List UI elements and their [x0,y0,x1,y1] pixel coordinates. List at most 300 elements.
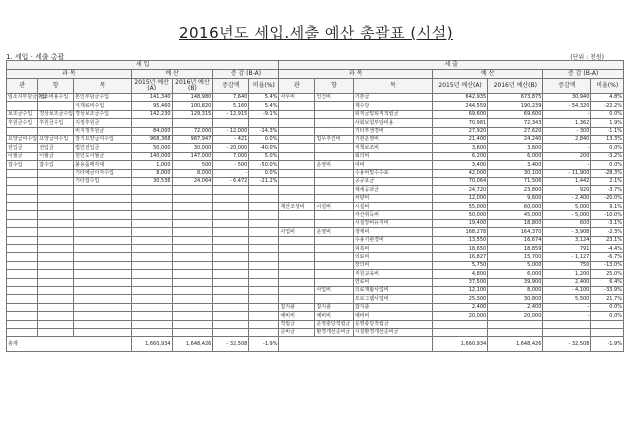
table-row [7,194,624,202]
rev-diff-amount-cell: - [213,169,249,177]
exp-diff-ratio-cell: 0.0% [591,161,624,169]
exp-diff-ratio-cell: -22.2% [591,102,624,110]
exp-gwan-cell [279,270,315,278]
exp-budget-2015-cell: 50,000 [433,211,488,219]
rev-mok-cell: 식재료비수입 [74,102,132,110]
col-2015: 2015년 예산(A) [433,79,488,94]
exp-budget-2016-cell: 2,400 [488,303,543,311]
rev-budget-2015-cell: 84,000 [131,127,172,135]
rev-mok-cell [74,186,132,194]
rev-gwan-cell: 보조금수입 [7,110,38,118]
rev-hang-cell: 잡수입 [38,161,74,169]
col-2015: 2015년 예산(A) [131,79,172,94]
exp-mok-cell: 차량비 [353,194,432,202]
rev-budget-2016-cell [172,261,213,269]
exp-budget-2016-cell: 45,000 [488,211,543,219]
exp-budget-2016-cell: 15,700 [488,253,543,261]
exp-mok-cell: 운영충당적립금 [353,320,432,328]
exp-diff-ratio-cell: -28.3% [591,169,624,177]
exp-diff-ratio-cell: 13.3% [591,135,624,143]
rev-diff-ratio-cell [249,228,279,236]
rev-diff-amount-cell [213,286,249,294]
exp-hang-cell [315,152,353,160]
exp-mok-cell: 사회보험부담비용 [353,119,432,127]
exp-budget-2016-cell: 5,000 [488,261,543,269]
exp-diff-ratio-cell [591,328,624,336]
table-row [7,236,624,244]
rev-diff-amount-cell: - 421 [213,135,249,143]
rev-mok-cell: 기타예금이자수입 [74,169,132,177]
exp-diff-ratio-cell: -4.4% [591,245,624,253]
exp-budget-2016-cell: 6,000 [488,270,543,278]
rev-hang-cell [38,312,74,320]
total-diff-ratio-cell: -1.9% [249,337,279,352]
exp-diff-amount-cell: - 4,100 [543,286,591,294]
rev-diff-amount-cell [213,236,249,244]
exp-gwan-cell: 예비비 [279,312,315,320]
total-budget-2016-cell: 1,648,426 [488,337,543,352]
exp-budget-2015-cell: 3,600 [433,144,488,152]
exp-diff-amount-cell: 600 [543,219,591,227]
table-row [7,261,624,269]
exp-diff-amount-cell: - [543,161,591,169]
exp-budget-2015-cell: 37,500 [433,278,488,286]
exp-mok-cell: 예비비 [353,312,432,320]
rev-budget-2015-cell [131,203,172,211]
exp-mok-cell: 기본급 [353,94,432,102]
table-row [7,245,624,253]
exp-budget-2016-cell: 16,674 [488,236,543,244]
rev-hang-cell: 경상보조금수입 [39,111,73,118]
table-row [7,295,624,303]
table-row [7,303,624,311]
exp-gwan-cell: 사무비 [279,94,315,102]
exp-budget-2015-cell: 20,000 [433,312,488,320]
rev-diff-ratio-cell: 5.4% [249,94,279,102]
exp-budget-2015-cell: 5,750 [433,261,488,269]
table-row [7,102,624,110]
rev-budget-2016-cell [172,219,213,227]
rev-budget-2015-cell [131,186,172,194]
exp-hang-cell [315,236,353,244]
rev-gwan-cell [7,270,38,278]
rev-diff-ratio-cell [249,203,279,211]
table-row [7,110,624,118]
rev-gwan-cell [7,278,38,286]
rev-diff-amount-cell [213,303,249,311]
rev-mok-cell: 전년도이월금 [74,152,132,160]
total-label: 총계 [7,337,132,352]
exp-hang-cell [315,295,353,303]
exp-budget-2015-cell: 42,000 [433,169,488,177]
col-mok: 목 [74,79,132,94]
exp-budget-2015-cell: 55,000 [433,203,488,211]
exp-hang-cell: 운영비 [315,228,353,236]
exp-budget-2016-cell: 6,000 [488,152,543,160]
rev-diff-ratio-cell [249,119,279,127]
exp-gwan-cell [279,119,315,127]
rev-diff-amount-cell: - 500 [213,161,249,169]
rev-gwan-cell: 임소지부담금수입 [8,94,47,101]
exp-hang-cell [315,245,353,253]
rev-mok-cell [74,270,132,278]
exp-gwan-cell [279,286,315,294]
exp-diff-ratio-cell: 0.0% [591,144,624,152]
exp-diff-amount-cell: 2,840 [543,135,591,143]
rev-mok-cell: 법인전입금 [74,144,132,152]
rev-diff-amount-cell [213,245,249,253]
rev-budget-2015-cell [131,328,172,336]
exp-diff-amount-cell: 5,000 [543,203,591,211]
rev-diff-amount-cell [213,194,249,202]
exp-budget-2015-cell: 3,400 [433,161,488,169]
rev-diff-ratio-cell: 0.0% [249,169,279,177]
exp-hang-cell [315,253,353,261]
exp-hang-cell [315,278,353,286]
exp-mok-cell: 장의비 [353,261,432,269]
table-row [7,135,624,143]
exp-diff-ratio-cell: -3.7% [591,186,624,194]
rev-hang-cell: 이월금 [38,152,74,160]
rev-diff-ratio-cell: -21.2% [249,177,279,185]
rev-diff-ratio-cell [249,278,279,286]
exp-diff-amount-cell: - 300 [543,127,591,135]
rev-budget-2016-cell [172,320,213,328]
rev-diff-ratio-cell [249,286,279,294]
table-row [7,312,624,320]
exp-gwan-cell [279,127,315,135]
rev-budget-2015-cell [131,119,172,127]
rev-hang-cell: 요양급여수입 [38,135,74,143]
header-row-2 [7,70,624,79]
exp-gwan-cell [279,110,315,118]
rev-gwan-cell [7,303,38,311]
exp-budget-2015-cell: 70,064 [433,177,488,185]
rev-diff-amount-cell: 7,640 [213,94,249,102]
rev-mok-cell: 비지정후원금 [74,127,132,135]
exp-budget-2016-cell: 18,859 [488,245,543,253]
rev-budget-2016-cell [172,203,213,211]
rev-diff-ratio-cell: 5.4% [249,102,279,110]
rev-mok-cell [74,278,132,286]
rev-hang-cell [38,270,74,278]
rev-budget-2015-cell [131,228,172,236]
exp-hang-cell: 잡지출 [315,303,353,311]
rev-mok-cell: 장기요양급여수입 [74,135,132,143]
rev-gwan-cell: 이월금 [7,152,38,160]
rev-hang-cell [38,236,74,244]
header-row-1 [7,61,624,70]
exp-budget-2015-cell: 642,935 [433,94,488,102]
table-row [7,161,624,169]
budget-table [6,60,624,352]
exp-budget-2016-cell: 30,800 [488,295,543,303]
exp-hang-cell: 환경개선준비금 [315,328,353,336]
rev-gwan-cell [7,186,38,194]
exp-gwan-cell [279,295,315,303]
rev-budget-2016-cell [172,286,213,294]
rev-budget-2015-cell [131,312,172,320]
rev-budget-2015-cell: 1,000 [131,161,172,169]
rev-hang-cell [38,219,74,227]
exp-diff-amount-cell: 1,362 [543,119,591,127]
rev-gwan-cell [7,194,38,202]
rev-budget-2015-cell [131,320,172,328]
rev-gwan-cell [7,211,38,219]
rev-diff-ratio-cell [249,303,279,311]
rev-gwan-cell [7,261,38,269]
rev-budget-2016-cell [172,278,213,286]
exp-diff-ratio-cell: 2.1% [591,177,624,185]
rev-budget-2016-cell [172,211,213,219]
exp-diff-amount-cell: 200 [543,152,591,160]
header-row-3 [7,79,624,94]
exp-budget-2016-cell: 9,600 [488,194,543,202]
exp-diff-amount-cell: 920 [543,186,591,194]
rev-budget-2016-cell: 100,820 [172,102,213,110]
rev-hang-cell [38,194,74,202]
exp-mok-cell: 의료비 [353,253,432,261]
rev-budget-2015-cell: 95,460 [131,102,172,110]
table-row [7,211,624,219]
rev-budget-2015-cell: 968,368 [131,135,172,143]
exp-gwan-cell [279,144,315,152]
table-row [7,320,624,328]
rev-budget-2015-cell [131,211,172,219]
rev-budget-2015-cell [131,245,172,253]
exp-diff-ratio-cell: -3.1% [591,219,624,227]
exp-gwan-cell [279,102,315,110]
exp-gwan-cell: 재산조성비 [279,203,315,211]
rev-diff-amount-cell [213,295,249,303]
table-row [7,152,624,160]
table-row [7,328,624,336]
rev-mok-cell: 기타잡수입 [74,177,132,185]
exp-gwan-cell [279,135,315,143]
exp-diff-amount-cell: - 2,400 [543,194,591,202]
exp-diff-amount-cell: 3,124 [543,236,591,244]
col-gwan: 관 [279,79,315,94]
exp-diff-amount-cell: 5,500 [543,295,591,303]
exp-hang-cell: 사업비 [315,286,353,294]
exp-diff-amount-cell: - [543,144,591,152]
rev-diff-amount-cell: 5,160 [213,102,249,110]
exp-budget-2016-cell: 30,100 [488,169,543,177]
exp-gwan-cell [279,194,315,202]
exp-diff-amount-cell: 2,400 [543,278,591,286]
rev-budget-2016-cell [172,328,213,336]
exp-hang-cell [315,119,353,127]
table-row [7,169,624,177]
exp-mok-cell: 직원교육비 [353,270,432,278]
rev-diff-amount-cell [213,253,249,261]
exp-budget-2015-cell [433,328,488,336]
rev-gwan-cell [7,295,38,303]
rev-budget-2015-cell: 142,230 [131,110,172,118]
rev-mok-cell [74,211,132,219]
exp-diff-amount-cell: - [543,303,591,311]
exp-budget-2015-cell: 70,981 [433,119,488,127]
rev-budget-2015-cell [131,303,172,311]
rev-diff-amount-cell [213,211,249,219]
rev-budget-2016-cell: 30,000 [172,144,213,152]
revenue-header: 세 입 [7,61,279,70]
rev-diff-ratio-cell [249,328,279,336]
exp-mok-cell: 시설장비유지비 [353,219,432,227]
rev-gwan-cell [7,228,38,236]
exp-diff-amount-cell: - [543,312,591,320]
exp-mok-cell: 여비 [353,161,432,169]
col-hang: 항 [38,79,74,94]
table-row [7,127,624,135]
exp-budget-2016-cell: 23,800 [488,186,543,194]
exp-mok-cell: 수용비및수수료 [353,169,432,177]
rev-hang-cell [38,177,74,185]
exp-budget-2016-cell: 24,240 [488,135,543,143]
table-row [7,286,624,294]
col-amount: 증감액 [213,79,249,94]
rev-hang-cell [38,186,74,194]
exp-gwan-cell: 잡지출 [279,303,315,311]
exp-diff-amount-cell: 30,940 [543,94,591,102]
rev-hang-cell: 후원금수입 [38,119,74,127]
rev-mok-cell: 지정후원금 [74,119,132,127]
exp-hang-cell: 인건비 [315,94,353,102]
rev-gwan-cell [7,286,38,294]
col-hang: 항 [315,79,353,94]
rev-budget-2015-cell: 50,000 [131,144,172,152]
rev-diff-ratio-cell [249,312,279,320]
exp-hang-cell [315,177,353,185]
rev-budget-2015-cell: 8,000 [131,169,172,177]
rev-diff-ratio-cell: -50.0% [249,161,279,169]
exp-budget-2016-cell: 8,000 [488,286,543,294]
exp-diff-header: 증 감 (B-A) [543,70,624,79]
rev-diff-amount-cell [213,261,249,269]
exp-mok-cell: 시설환경개선준비금 [353,328,432,336]
exp-diff-amount-cell: 750 [543,261,591,269]
exp-budget-2016-cell: 71,506 [488,177,543,185]
rev-diff-ratio-cell [249,236,279,244]
rev-diff-ratio-cell: -40.0% [249,144,279,152]
rev-budget-2016-cell [172,245,213,253]
rev-gwan-cell [7,169,38,177]
rev-mok-cell [74,228,132,236]
rev-mok-cell [74,245,132,253]
exp-mok-cell: 프로그램사업비 [353,295,432,303]
exp-budget-2015-cell: 244,559 [433,102,488,110]
exp-gwan-cell [279,278,315,286]
exp-diff-amount-cell: 791 [543,245,591,253]
rev-hang-cell [38,102,74,110]
exp-diff-amount-cell: 1,200 [543,270,591,278]
exp-gwan-cell [279,177,315,185]
exp-budget-2016-cell: 20,000 [488,312,543,320]
exp-budget-2016-cell: 60,000 [488,203,543,211]
total-budget-2016-cell: 1,648,426 [172,337,213,352]
rev-diff-amount-cell: - 6,472 [213,177,249,185]
exp-budget-2016-cell: 3,600 [488,144,543,152]
rev-hang-cell [38,127,74,135]
exp-budget-2015-cell: 18,650 [433,245,488,253]
rev-budget-2016-cell [172,236,213,244]
rev-budget-2015-cell [131,219,172,227]
exp-diff-ratio-cell: 1.9% [591,119,624,127]
rev-diff-header: 증 감 (B-A) [213,70,279,79]
rev-hang-cell [38,278,74,286]
exp-diff-ratio-cell: 25.0% [591,270,624,278]
rev-gwan-cell: 전입금 [7,144,38,152]
col-2016: 2016년 예산(B) [488,79,543,94]
rev-diff-ratio-cell [249,245,279,253]
unit-label: (단위 : 천원) [570,54,604,61]
rev-mok-cell [74,236,132,244]
rev-mok-cell [74,203,132,211]
rev-mok-cell [74,261,132,269]
rev-diff-ratio-cell [249,295,279,303]
exp-diff-ratio-cell: -33.9% [591,286,624,294]
rev-hang-cell [38,286,74,294]
exp-mok-cell: 자산취득비 [353,211,432,219]
rev-gwamok-header: 과 목 [7,70,132,79]
rev-diff-ratio-cell: -14.3% [249,127,279,135]
exp-diff-ratio-cell: 6.4% [591,278,624,286]
total-budget-2015-cell: 1,660,934 [131,337,172,352]
exp-hang-cell: 업무추진비 [315,135,353,143]
rev-budget-2015-cell: 140,000 [131,152,172,160]
exp-yesan-header: 예 산 [433,70,543,79]
rev-gwan-cell [7,312,38,320]
rev-budget-2015-cell [131,253,172,261]
exp-diff-ratio-cell: 0.0% [591,303,624,311]
table-row [7,94,624,102]
exp-diff-amount-cell: - 54,320 [543,102,591,110]
rev-budget-2016-cell: 987,947 [172,135,213,143]
exp-gwamok-header: 과 목 [279,70,433,79]
exp-gwan-cell [279,253,315,261]
rev-mok-cell [74,286,132,294]
exp-diff-ratio-cell: -2.3% [591,228,624,236]
exp-budget-2015-cell: 16,827 [433,253,488,261]
exp-diff-amount-cell: - 3,908 [543,228,591,236]
rev-diff-ratio-cell: 5.0% [249,152,279,160]
exp-budget-2016-cell: 164,370 [488,228,543,236]
rev-gwan-cell [7,127,38,135]
rev-budget-2015-cell: 30,536 [131,177,172,185]
rev-diff-ratio-cell [249,186,279,194]
rev-diff-amount-cell [213,228,249,236]
rev-hang-cell [38,253,74,261]
rev-hang-cell [38,211,74,219]
exp-diff-ratio-cell: 23.1% [591,236,624,244]
rev-diff-amount-cell [213,119,249,127]
col-mok: 목 [353,79,432,94]
rev-budget-2015-cell [131,295,172,303]
rev-gwan-cell [7,177,38,185]
rev-budget-2016-cell: 148,980 [172,94,213,102]
exp-budget-2015-cell: 19,400 [433,219,488,227]
rev-budget-2015-cell [131,194,172,202]
rev-hang-cell [38,303,74,311]
table-row [7,270,624,278]
exp-budget-2015-cell: 6,200 [433,152,488,160]
exp-budget-2015-cell: 27,920 [433,127,488,135]
exp-budget-2016-cell: 18,800 [488,219,543,227]
exp-budget-2015-cell: 168,278 [433,228,488,236]
rev-gwan-cell [7,236,38,244]
table-row [7,186,624,194]
table-row [7,219,624,227]
